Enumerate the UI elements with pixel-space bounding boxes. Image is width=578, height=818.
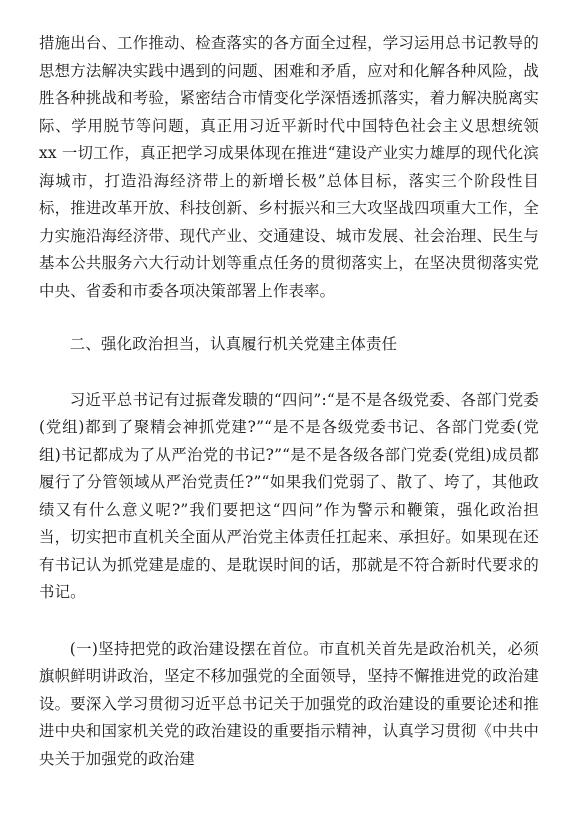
body-paragraph-continued: 措施出台、工作推动、检查落实的各方面全过程，学习运用总书记教导的思想方法解决实践中遇到的问题、困难和矛盾，应对和化解各种风险，战胜各种挑战和考验，紧密结合市情变化学深悟透抓落实，着力解决脱离实际、学用脱节等问题，真正用习近平新时代中国特色社会主义思想统领 xx 一切工作，真正把学习成果体现在推进“建设产业实力雄厚的现代化滨海城市，打造沿海经济带上的新增长极”总体目标，落实三个阶段性目标，推进改革开放、科技创新、乡村振兴和三大攻坚战四项重大工作，全力实施沿海经济带、现代产业、交通建设、城市发展、社会治理、民生与基本公共服务六大行动计划等重点任务的贯彻落实上，在坚决贯彻落实党中央、省委和市委各项决策部署上作表率。 <box>39 34 539 300</box>
body-paragraph-political-building: (一)坚持把党的政治建设摆在首位。市直机关首先是政治机关，必须旗帜鲜明讲政治，坚定不移加强党的全面领导，坚持不懈推进党的政治建设。要深入学习贯彻习近平总书记关于加强党的政治建设的重要论述和推进中央和国家机关党的政治建设的重要指示精神，认真学习贯彻《中共中央关于加强党的政治建 <box>39 639 539 768</box>
section-heading: 二、强化政治担当，认真履行机关党建主体责任 <box>69 335 398 353</box>
body-paragraph-four-questions: 习近平总书记有过振聋发聩的“四问”:“是不是各级党委、各部门党委(党组)都到了聚精会神抓党建?”“是不是各级党委书记、各部门党委(党组)书记都成为了从严治党的书记?”“是不是各级各部门党委(党组)成员都履行了分管领域从严治党责任?”“如果我们党弱了、散了、垮了，其他政绩又有什么意义呢?”我们要把这“四问”作为警示和鞭策，强化政治担当，切实把市直机关全面从严治党主体责任扛起来、承担好。如果现在还有书记认为抓党建是虚的、是耽误时间的话，那就是不符合新时代要求的书记。 <box>39 390 539 601</box>
